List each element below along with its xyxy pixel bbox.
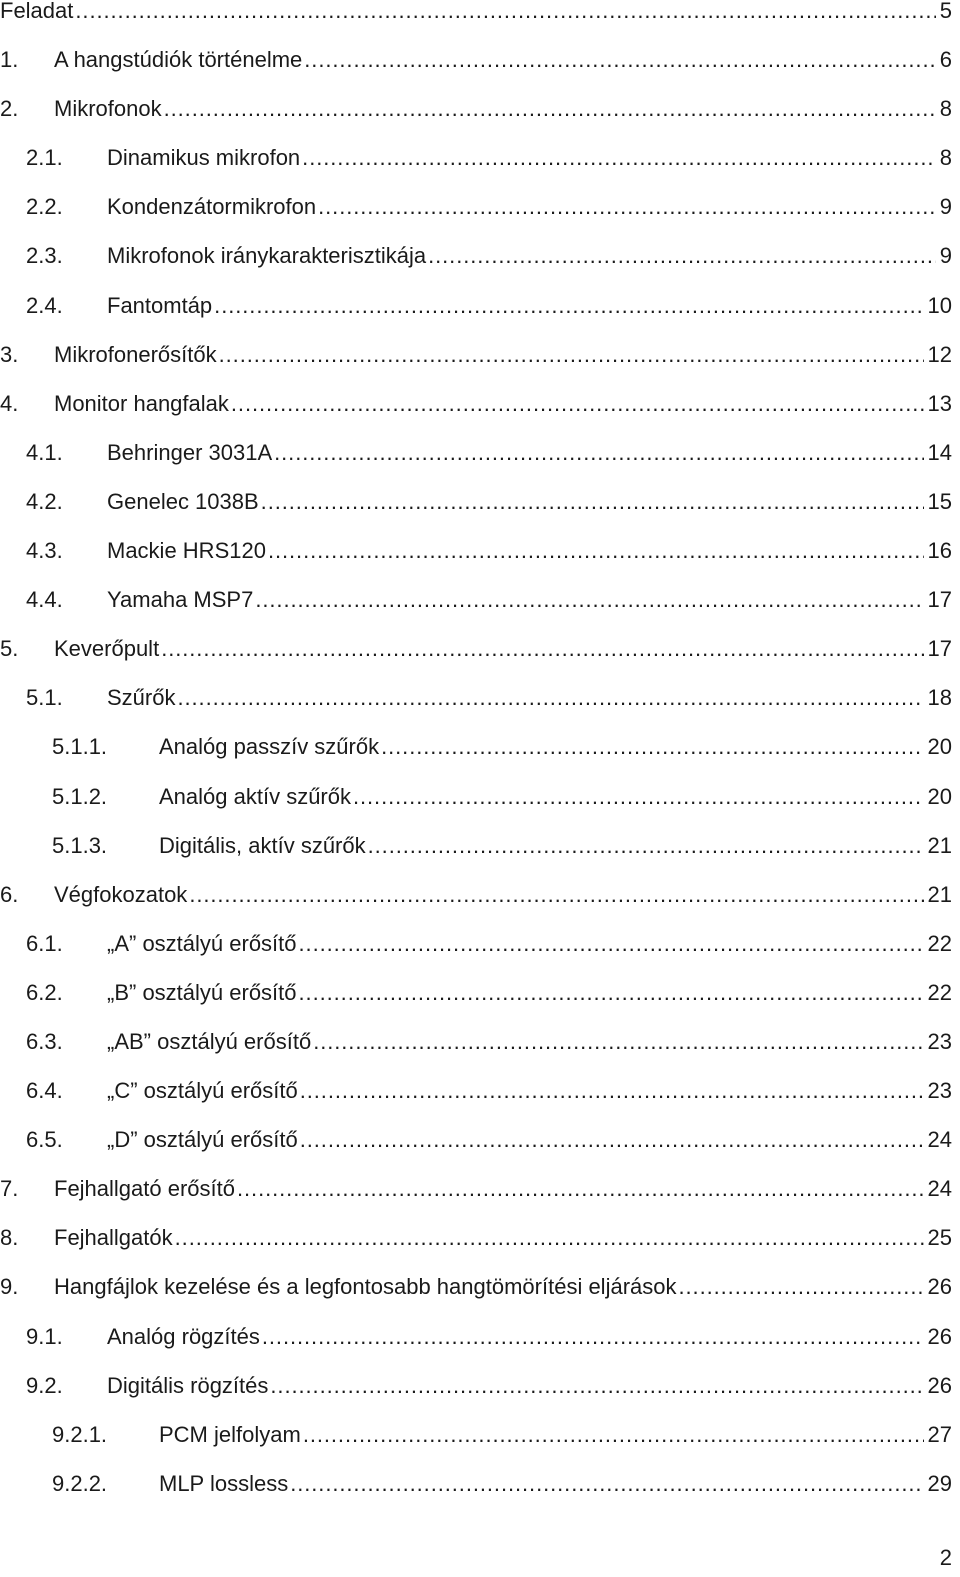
toc-entry-title: Mikrofonok <box>54 96 162 122</box>
toc-entry-page: 24 <box>927 1127 952 1153</box>
toc-entry-number: 4.1. <box>26 439 63 465</box>
toc-entry-page: 20 <box>927 783 952 809</box>
toc-dot-leader <box>300 1066 924 1115</box>
toc-entry-title: Genelec 1038B <box>107 488 259 514</box>
toc-entry[interactable] <box>0 870 952 919</box>
toc-entry-number: 5.1. <box>26 685 63 711</box>
toc-entry-page: 23 <box>927 1078 952 1104</box>
toc-entry[interactable] <box>0 1262 952 1311</box>
toc-entry-page: 26 <box>927 1274 952 1300</box>
toc-entry[interactable] <box>0 1312 952 1361</box>
toc-dot-leader <box>164 84 936 133</box>
toc-dot-leader <box>290 1459 923 1508</box>
toc-dot-leader <box>219 330 924 379</box>
toc-dot-leader <box>313 1017 923 1066</box>
toc-entry-number: 6.3. <box>26 1028 63 1054</box>
toc-dot-leader <box>303 1410 924 1459</box>
toc-entry-title: Yamaha MSP7 <box>107 587 254 613</box>
toc-entry-page: 9 <box>939 243 952 269</box>
toc-dot-leader <box>175 1213 924 1262</box>
toc-entry-page: 9 <box>939 194 952 220</box>
toc-dot-leader <box>679 1262 924 1311</box>
toc-entry-number: 9.2.1. <box>52 1421 108 1447</box>
toc-entry-page: 29 <box>927 1470 952 1496</box>
toc-entry-page: 10 <box>927 292 952 318</box>
toc-entry-number: 5.1.2. <box>52 783 108 809</box>
toc-entry[interactable] <box>0 1115 952 1164</box>
toc-entry-number: 4.4. <box>26 587 63 613</box>
toc-dot-leader <box>237 1164 924 1213</box>
toc-entry-page: 23 <box>927 1028 952 1054</box>
toc-entry-title: „D” osztályú erősítő <box>107 1127 298 1153</box>
toc-dot-leader <box>255 575 923 624</box>
toc-dot-leader <box>274 428 923 477</box>
toc-entry-number: 1. <box>0 47 19 73</box>
toc-entry[interactable] <box>0 575 952 624</box>
toc-entry[interactable] <box>0 673 952 722</box>
toc-dot-leader <box>270 1361 923 1410</box>
toc-entry-page: 6 <box>939 47 952 73</box>
toc-dot-leader <box>75 0 935 35</box>
toc-dot-leader <box>214 281 923 330</box>
toc-entry-title: Fejhallgatók <box>54 1225 173 1251</box>
toc-dot-leader <box>299 968 924 1017</box>
toc-entry-page: 24 <box>927 1176 952 1202</box>
toc-entry-number: 2. <box>0 96 19 122</box>
toc-dot-leader <box>262 1312 924 1361</box>
toc-entry-number: 4.2. <box>26 488 63 514</box>
toc-entry-title: Digitális rögzítés <box>107 1372 269 1398</box>
toc-entry-title: Mikrofonerősítők <box>54 341 217 367</box>
toc-entry-number: 2.3. <box>26 243 63 269</box>
toc-entry-page: 12 <box>927 341 952 367</box>
toc-entry-number: 5.1.1. <box>52 734 108 760</box>
toc-dot-leader <box>428 231 936 280</box>
toc-entry-page: 14 <box>927 439 952 465</box>
toc-entry[interactable] <box>0 1459 952 1508</box>
toc-entry-title: A hangstúdiók történelme <box>54 47 303 73</box>
toc-entry[interactable] <box>0 35 952 84</box>
toc-dot-leader <box>318 182 936 231</box>
toc-entry-title: Monitor hangfalak <box>54 390 229 416</box>
toc-entry-page: 27 <box>927 1421 952 1447</box>
toc-entry-number: 9.1. <box>26 1323 63 1349</box>
toc-entry-title: „AB” osztályú erősítő <box>107 1028 312 1054</box>
toc-dot-leader <box>161 624 923 673</box>
toc-entry-page: 25 <box>927 1225 952 1251</box>
toc-entry-number: 6.5. <box>26 1127 63 1153</box>
toc-entry[interactable] <box>0 1164 952 1213</box>
toc-entry[interactable] <box>0 379 952 428</box>
toc-entry[interactable] <box>0 1017 952 1066</box>
toc-entry[interactable] <box>0 231 952 280</box>
toc-entry-title: Kondenzátormikrofon <box>107 194 317 220</box>
toc-entry-number: 6.4. <box>26 1078 63 1104</box>
toc-entry-number: 5. <box>0 636 19 662</box>
toc-entry-number: 9.2.2. <box>52 1470 108 1496</box>
toc-dot-leader <box>300 1115 924 1164</box>
toc-entry-title: Szűrők <box>107 685 176 711</box>
toc-entry[interactable] <box>0 330 952 379</box>
toc-entry-page: 17 <box>927 636 952 662</box>
toc-entry[interactable] <box>0 133 952 182</box>
toc-entry[interactable] <box>0 772 952 821</box>
toc-entry-number: 3. <box>0 341 19 367</box>
toc-entry-page: 22 <box>927 930 952 956</box>
toc-entry[interactable] <box>0 722 952 771</box>
toc-entry-page: 17 <box>927 587 952 613</box>
toc-entry-number: 4. <box>0 390 19 416</box>
toc-entry[interactable] <box>0 1410 952 1459</box>
toc-entry-number: 4.3. <box>26 538 63 564</box>
toc-entry-page: 22 <box>927 979 952 1005</box>
toc-entry-page: 26 <box>927 1372 952 1398</box>
toc-entry-title: Digitális, aktív szűrők <box>159 832 366 858</box>
toc-entry-title: Analóg passzív szűrők <box>159 734 380 760</box>
toc-entry-page: 15 <box>927 488 952 514</box>
toc-dot-leader <box>299 919 924 968</box>
toc-entry-title: Behringer 3031A <box>107 439 273 465</box>
toc-entry[interactable] <box>0 428 952 477</box>
toc-entry[interactable] <box>0 281 952 330</box>
toc-dot-leader <box>353 772 924 821</box>
toc-entry[interactable] <box>0 182 952 231</box>
toc-entry-title: „A” osztályú erősítő <box>107 930 297 956</box>
toc-entry-title: Fantomtáp <box>107 292 213 318</box>
toc-entry-page: 16 <box>927 538 952 564</box>
toc-entry[interactable] <box>0 1213 952 1262</box>
toc-dot-leader <box>177 673 923 722</box>
toc-entry-number: 6.2. <box>26 979 63 1005</box>
toc-entry[interactable] <box>0 919 952 968</box>
toc-entry-number: 7. <box>0 1176 19 1202</box>
toc-entry-page: 26 <box>927 1323 952 1349</box>
toc-entry-number: 2.2. <box>26 194 63 220</box>
page-number: 2 <box>939 1545 952 1570</box>
toc-entry-title: Feladat <box>0 0 74 23</box>
toc-dot-leader <box>268 526 924 575</box>
toc-entry[interactable] <box>0 968 952 1017</box>
toc-entry-title: Mackie HRS120 <box>107 538 266 564</box>
toc-entry-page: 21 <box>927 832 952 858</box>
toc-entry[interactable] <box>0 624 952 673</box>
toc-entry-title: Keverőpult <box>54 636 160 662</box>
toc-entry-number: 2.4. <box>26 292 63 318</box>
toc-entry[interactable] <box>0 477 952 526</box>
toc-entry-page: 18 <box>927 685 952 711</box>
toc-entry-page: 5 <box>939 0 952 23</box>
toc-entry-page: 8 <box>939 96 952 122</box>
toc-entry-number: 5.1.3. <box>52 832 108 858</box>
toc-dot-leader <box>189 870 923 919</box>
toc-entry-page: 8 <box>939 145 952 171</box>
toc-dot-leader <box>302 133 936 182</box>
toc-entry-number: 2.1. <box>26 145 63 171</box>
toc-entry-number: 9. <box>0 1274 19 1300</box>
toc-entry-number: 9.2. <box>26 1372 63 1398</box>
toc-dot-leader <box>261 477 924 526</box>
toc-entry-number: 6.1. <box>26 930 63 956</box>
toc-entry-title: Hangfájlok kezelése és a legfontosabb hangtömörítési eljárások <box>54 1274 677 1300</box>
toc-entry-page: 13 <box>927 390 952 416</box>
toc-entry[interactable] <box>0 0 952 35</box>
toc-entry-title: Mikrofonok iránykarakterisztikája <box>107 243 427 269</box>
toc-entry[interactable] <box>0 1066 952 1115</box>
toc-entry-title: Fejhallgató erősítő <box>54 1176 235 1202</box>
toc-entry[interactable] <box>0 821 952 870</box>
toc-entry-page: 20 <box>927 734 952 760</box>
toc-entry-page: 21 <box>927 881 952 907</box>
toc-entry-title: MLP lossless <box>159 1470 289 1496</box>
toc-entry-title: „B” osztályú erősítő <box>107 979 297 1005</box>
toc-entry-title: Analóg aktív szűrők <box>159 783 351 809</box>
toc-entry-title: „C” osztályú erősítő <box>107 1078 298 1104</box>
toc-entry-number: 8. <box>0 1225 19 1251</box>
toc-entry-number: 6. <box>0 881 19 907</box>
toc-entry-title: Végfokozatok <box>54 881 188 907</box>
toc-dot-leader <box>368 821 924 870</box>
toc-dot-leader <box>231 379 924 428</box>
toc-entry-title: PCM jelfolyam <box>159 1421 301 1447</box>
toc-dot-leader <box>304 35 935 84</box>
toc-entry[interactable] <box>0 84 952 133</box>
toc-entry-title: Dinamikus mikrofon <box>107 145 301 171</box>
toc-entry[interactable] <box>0 526 952 575</box>
toc-dot-leader <box>381 722 923 771</box>
toc-entry[interactable] <box>0 1361 952 1410</box>
toc-entry-title: Analóg rögzítés <box>107 1323 260 1349</box>
